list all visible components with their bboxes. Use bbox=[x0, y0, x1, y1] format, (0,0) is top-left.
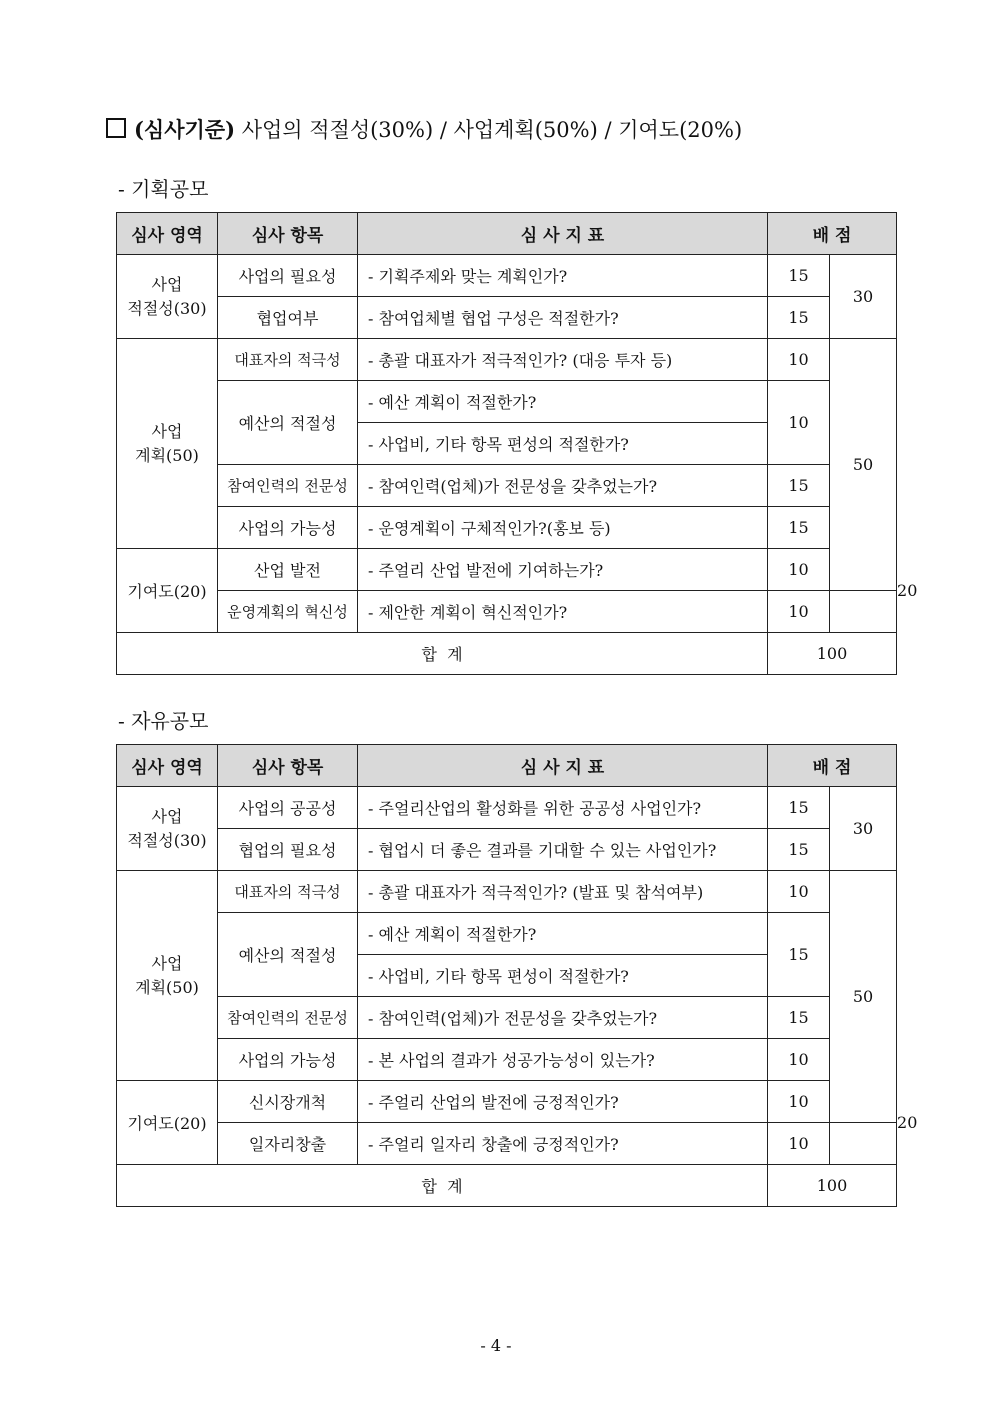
header-score: 배 점 bbox=[768, 745, 897, 787]
item-cell: 협업여부 bbox=[218, 297, 358, 339]
header-indicator: 심 사 지 표 bbox=[358, 213, 768, 255]
score-cell: 10 bbox=[768, 1081, 830, 1123]
score-cell: 10 bbox=[768, 339, 830, 381]
total-label-cell: 합 계 bbox=[117, 633, 768, 675]
item-cell: 사업의 공공성 bbox=[218, 787, 358, 829]
total-value-cell: 100 bbox=[768, 633, 897, 675]
score-cell: 15 bbox=[768, 465, 830, 507]
header-score: 배 점 bbox=[768, 213, 897, 255]
indicator-cell: - 주얼리 산업의 발전에 긍정적인가? bbox=[358, 1081, 768, 1123]
checkbox-square-icon bbox=[106, 118, 126, 138]
item-cell: 사업의 필요성 bbox=[218, 255, 358, 297]
area-total-cell: 50 bbox=[830, 339, 897, 591]
criteria-heading-prefix: (심사기준) bbox=[134, 117, 236, 142]
item-cell: 협업의 필요성 bbox=[218, 829, 358, 871]
item-cell: 대표자의 적극성 bbox=[218, 871, 358, 913]
indicator-cell: - 예산 계획이 적절한가? bbox=[358, 381, 768, 423]
header-item: 심사 항목 bbox=[218, 745, 358, 787]
header-indicator: 심 사 지 표 bbox=[358, 745, 768, 787]
indicator-cell: - 총괄 대표자가 적극적인가? (대응 투자 등) bbox=[358, 339, 768, 381]
area-total-cell: 50 bbox=[830, 871, 897, 1123]
score-cell: 15 bbox=[768, 507, 830, 549]
item-cell: 일자리창출 bbox=[218, 1123, 358, 1165]
score-cell: 10 bbox=[768, 381, 830, 465]
item-cell: 참여인력의 전문성 bbox=[218, 465, 358, 507]
area-cell: 사업 계획(50) bbox=[117, 871, 218, 1081]
item-cell: 예산의 적절성 bbox=[218, 381, 358, 465]
item-cell: 참여인력의 전문성 bbox=[218, 997, 358, 1039]
indicator-cell: - 예산 계획이 적절한가? bbox=[358, 913, 768, 955]
indicator-cell: - 사업비, 기타 항목 편성의 적절한가? bbox=[358, 423, 768, 465]
area-cell: 기여도(20) bbox=[117, 549, 218, 633]
score-cell: 10 bbox=[768, 871, 830, 913]
score-cell: 10 bbox=[768, 1039, 830, 1081]
indicator-cell: - 사업비, 기타 항목 편성이 적절한가? bbox=[358, 955, 768, 997]
score-cell: 10 bbox=[768, 591, 830, 633]
area-total-cell: 30 bbox=[830, 255, 897, 339]
total-label-cell: 합 계 bbox=[117, 1165, 768, 1207]
indicator-cell: - 본 사업의 결과가 성공가능성이 있는가? bbox=[358, 1039, 768, 1081]
indicator-cell: - 협업시 더 좋은 결과를 기대할 수 있는 사업인가? bbox=[358, 829, 768, 871]
criteria-heading-text: 사업의 적절성(30%) / 사업계획(50%) / 기여도(20%) bbox=[241, 118, 743, 142]
evaluation-table-open: 심사 영역 심사 항목 심 사 지 표 배 점 사업 적절성(30) 사업의 공공성 - 주얼리산업의 활성화를 위한 공공성 사업인가? 15 30 협업의 필요성 - 협업시 더 좋은 결과를 기대할 수 있는 사업인가? 15 사업 계획(50) 대표자의 적극성 - 총괄 대표자가 적극적인가? (발표 및 참석여부) 10 50 예산의 적절성 - 예산 계획이 적절한가? 15 - 사업비, 기타 항목 편성이 적절한가? 참여인력의 전문성 - 참여인력(업체)가 전문성을 갖추었는가? 15 사업의 가능성 - 본 사업의 결과가 성공가능성이 있는가? 10 기여도(20) 신시장개척 - 주얼리 산업의 발전에 긍정적인가? 10 20 일자리창출 - 주얼리 일자리 창출에 긍정적인가? 10 합 계 100 bbox=[116, 744, 897, 1207]
header-area: 심사 영역 bbox=[117, 213, 218, 255]
indicator-cell: - 주얼리 산업 발전에 기여하는가? bbox=[358, 549, 768, 591]
indicator-cell: - 총괄 대표자가 적극적인가? (발표 및 참석여부) bbox=[358, 871, 768, 913]
indicator-cell: - 제안한 계획이 혁신적인가? bbox=[358, 591, 768, 633]
total-value-cell: 100 bbox=[768, 1165, 897, 1207]
area-cell: 사업 적절성(30) bbox=[117, 255, 218, 339]
item-cell: 사업의 가능성 bbox=[218, 1039, 358, 1081]
score-cell: 15 bbox=[768, 997, 830, 1039]
area-cell: 사업 계획(50) bbox=[117, 339, 218, 549]
score-cell: 15 bbox=[768, 829, 830, 871]
item-cell: 대표자의 적극성 bbox=[218, 339, 358, 381]
item-cell: 예산의 적절성 bbox=[218, 913, 358, 997]
header-item: 심사 항목 bbox=[218, 213, 358, 255]
evaluation-table-planned: 심사 영역 심사 항목 심 사 지 표 배 점 사업 적절성(30) 사업의 필요성 - 기획주제와 맞는 계획인가? 15 30 협업여부 - 참여업체별 협업 구성은 적절한가? 15 사업 계획(50) 대표자의 적극성 - 총괄 대표자가 적극적인가? (대응 투자 등) 10 50 예산의 적절성 - 예산 계획이 적절한가? 10 - 사업비, 기타 항목 편성의 적절한가? 참여인력의 전문성 - 참여인력(업체)가 전문성을 갖추었는가? 15 사업의 가능성 - 운영계획이 구체적인가?(홍보 등) 15 기여도(20) 산업 발전 - 주얼리 산업 발전에 기여하는가? 10 20 운영계획의 혁신성 - 제안한 계획이 혁신적인가? 10 합 계 100 bbox=[116, 212, 897, 675]
indicator-cell: - 주얼리산업의 활성화를 위한 공공성 사업인가? bbox=[358, 787, 768, 829]
item-cell: 사업의 가능성 bbox=[218, 507, 358, 549]
item-cell: 신시장개척 bbox=[218, 1081, 358, 1123]
score-cell: 15 bbox=[768, 913, 830, 997]
section-title-planned: - 기획공모 bbox=[118, 177, 209, 201]
criteria-heading bbox=[106, 114, 742, 144]
indicator-cell: - 기획주제와 맞는 계획인가? bbox=[358, 255, 768, 297]
indicator-cell: - 참여업체별 협업 구성은 적절한가? bbox=[358, 297, 768, 339]
score-cell: 15 bbox=[768, 255, 830, 297]
indicator-cell: - 운영계획이 구체적인가?(홍보 등) bbox=[358, 507, 768, 549]
score-cell: 10 bbox=[768, 1123, 830, 1165]
header-area: 심사 영역 bbox=[117, 745, 218, 787]
item-cell: 운영계획의 혁신성 bbox=[218, 591, 358, 633]
area-cell: 사업 적절성(30) bbox=[117, 787, 218, 871]
area-total-cell: 30 bbox=[830, 787, 897, 871]
score-cell: 10 bbox=[768, 549, 830, 591]
item-cell: 산업 발전 bbox=[218, 549, 358, 591]
indicator-cell: - 참여인력(업체)가 전문성을 갖추었는가? bbox=[358, 997, 768, 1039]
indicator-cell: - 주얼리 일자리 창출에 긍정적인가? bbox=[358, 1123, 768, 1165]
page-number: - 4 - bbox=[480, 1336, 512, 1355]
score-cell: 15 bbox=[768, 787, 830, 829]
score-cell: 15 bbox=[768, 297, 830, 339]
area-cell: 기여도(20) bbox=[117, 1081, 218, 1165]
indicator-cell: - 참여인력(업체)가 전문성을 갖추었는가? bbox=[358, 465, 768, 507]
section-title-open: - 자유공모 bbox=[118, 709, 209, 733]
